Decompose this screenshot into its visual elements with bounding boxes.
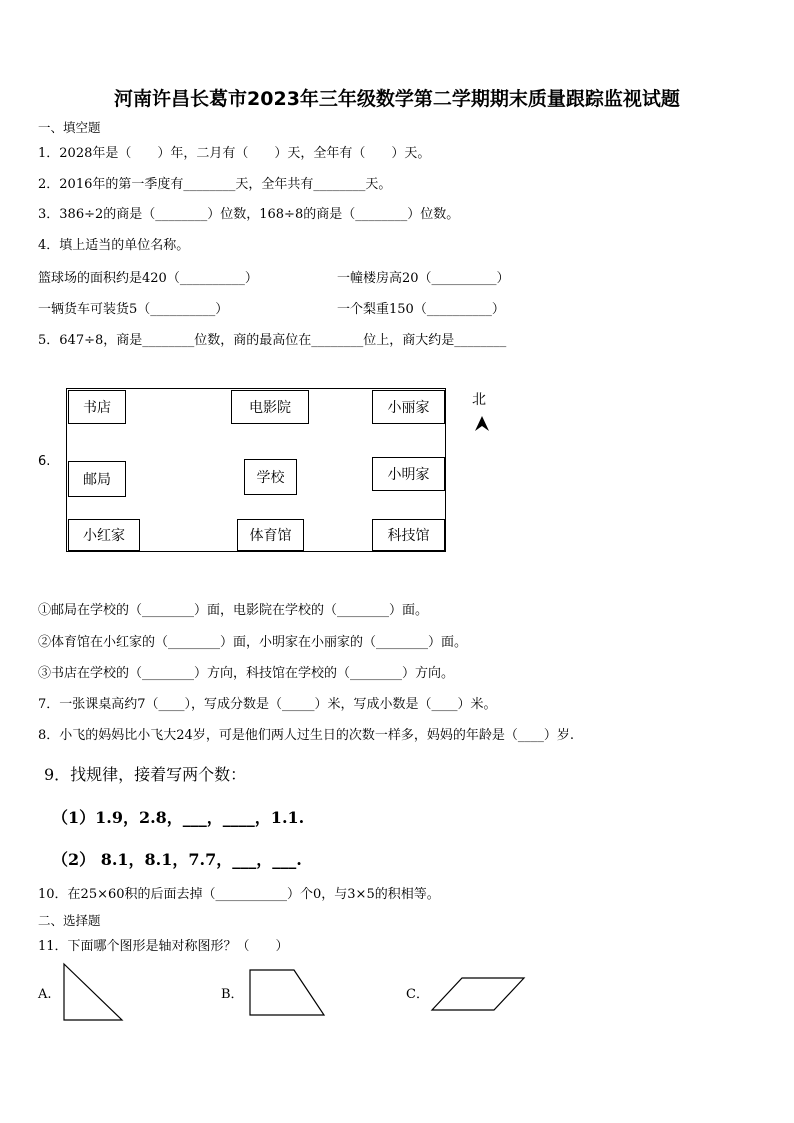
option-b-trapezoid [246, 967, 328, 1019]
question-7: 7．一张课桌高约7（____），写成分数是（_____）米，写成小数是（____）米。 [38, 697, 497, 712]
question-4b: 一幢楼房高20（__________） [337, 271, 510, 286]
question-9-1: （1）1.9，2.8，___，____，1.1. [52, 808, 305, 827]
question-6-1: ①邮局在学校的（________）面，电影院在学校的（________）面。 [38, 603, 429, 618]
map-cinema: 电影院 [231, 390, 309, 424]
north-label: 北 [472, 392, 486, 408]
north-arrow-icon [472, 414, 492, 434]
map-xiaoming-home: 小明家 [372, 457, 445, 491]
question-10: 10．在25×60积的后面去掉（___________）个0，与3×5的积相等。 [38, 887, 440, 902]
section-fill-blank: 一、填空题 [38, 120, 101, 135]
section-choice: 二、选择题 [38, 913, 101, 928]
question-9: 9．找规律，接着写两个数： [44, 765, 247, 784]
map-post-office: 邮局 [68, 461, 126, 497]
map-xiaohong-home: 小红家 [68, 519, 140, 551]
question-4c: 一辆货车可装货5（__________） [38, 302, 229, 317]
option-b-label: B． [221, 987, 244, 1002]
question-4a: 篮球场的面积约是420（__________） [38, 271, 258, 286]
question-6-3: ③书店在学校的（________）方向，科技馆在学校的（________）方向。 [38, 666, 455, 681]
question-11: 11．下面哪个图形是轴对称图形？（ ） [38, 939, 289, 954]
question-9-2: （2） 8.1，8.1，7.7，___，___. [52, 850, 302, 869]
option-a-label: A. [38, 987, 52, 1002]
option-c-parallelogram [430, 974, 528, 1014]
location-map [66, 388, 446, 552]
map-xiaoli-home: 小丽家 [372, 390, 445, 424]
question-5: 5．647÷8，商是________位数，商的最高位在________位上，商大约是________ [38, 333, 507, 348]
question-6-2: ②体育馆在小红家的（________）面，小明家在小丽家的（________）面。 [38, 635, 468, 650]
question-2: 2．2016年的第一季度有________天，全年共有________天。 [38, 177, 392, 192]
question-8: 8．小飞的妈妈比小飞大24岁，可是他们两人过生日的次数一样多，妈妈的年龄是（____）岁. [38, 728, 574, 743]
question-3: 3．386÷2的商是（________）位数，168÷8的商是（________）位数。 [38, 207, 460, 222]
map-school: 学校 [244, 459, 297, 495]
option-c-label: C． [406, 987, 429, 1002]
question-4d: 一个梨重150（__________） [337, 302, 505, 317]
map-museum: 科技馆 [372, 519, 445, 551]
map-bookstore: 书店 [68, 390, 126, 424]
question-4: 4．填上适当的单位名称。 [38, 238, 190, 253]
question-6-label: 6. [38, 454, 51, 469]
question-1: 1．2028年是（ ）年，二月有（ ）天，全年有（ ）天。 [38, 146, 431, 161]
map-gym: 体育馆 [237, 519, 304, 551]
page-title: 河南许昌长葛市2023年三年级数学第二学期期末质量跟踪监视试题 [114, 88, 680, 110]
option-a-triangle [60, 962, 126, 1024]
